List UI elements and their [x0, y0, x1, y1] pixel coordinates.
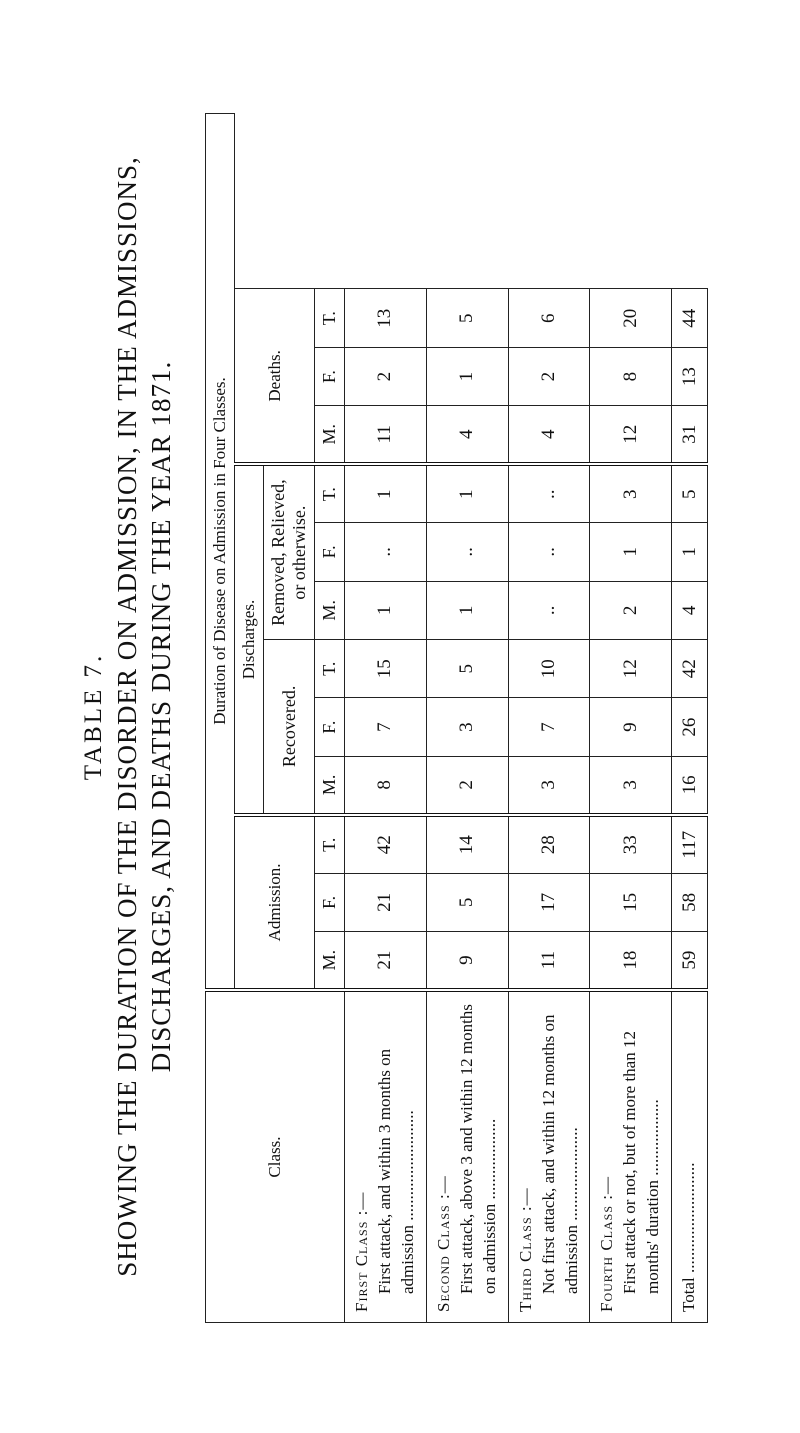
admission-f: 17: [508, 873, 590, 931]
table-label: TABLE 7.: [80, 652, 107, 781]
recovered-f: 7: [345, 698, 427, 756]
class-name: Second Class :—: [433, 1175, 453, 1312]
removed-m-header: M.: [315, 581, 345, 639]
recovered-m: 2: [426, 756, 508, 814]
class-cell: [426, 990, 508, 1322]
admission-m: 21: [345, 932, 427, 990]
removed-t: 1: [426, 464, 508, 522]
admission-t: 14: [426, 815, 508, 873]
deaths-t-header: T.: [315, 289, 345, 347]
table-title-line-1: SHOWING THE DURATION OF THE DISORDER ON ADMISSION, IN THE ADMISSIONS,: [112, 156, 142, 1277]
removed-m: 2: [590, 581, 672, 639]
removed-f: ..: [345, 523, 427, 581]
total-admission-m: 59: [672, 932, 708, 990]
removed-f: ..: [508, 523, 590, 581]
recovered-f: 3: [426, 698, 508, 756]
deaths-t: 5: [426, 289, 508, 347]
total-deaths-t: 44: [672, 289, 708, 347]
deaths-m: 12: [590, 406, 672, 464]
class-description: First attack, above 3 and within 12 months on admission ...................: [456, 1004, 499, 1294]
deaths-t: 6: [508, 289, 590, 347]
admission-m: 11: [508, 932, 590, 990]
removed-m: 1: [426, 581, 508, 639]
admission-header: Admission.: [235, 815, 315, 990]
deaths-f: 2: [508, 347, 590, 405]
recovered-header: Recovered.: [264, 640, 315, 815]
deaths-f: 1: [426, 347, 508, 405]
deaths-t: 20: [590, 289, 672, 347]
class-name: First Class :—: [352, 1191, 371, 1312]
class-header: Class.: [206, 990, 345, 1322]
total-row: [672, 114, 708, 1323]
deaths-m: 4: [426, 406, 508, 464]
deaths-m: 4: [508, 406, 590, 464]
deaths-m: 11: [345, 406, 427, 464]
recovered-t-header: T.: [315, 640, 345, 698]
admission-t: 33: [590, 815, 672, 873]
class-cell: [508, 990, 590, 1322]
discharges-header: Discharges.: [235, 464, 264, 815]
total-deaths-f: 13: [672, 347, 708, 405]
removed-t: 3: [590, 464, 672, 522]
deaths-f: 2: [345, 347, 427, 405]
class-description: First attack, and within 3 months on admission ..........................: [374, 1048, 417, 1294]
recovered-m: 8: [345, 756, 427, 814]
table-row: [508, 114, 590, 1323]
admission-t: 28: [508, 815, 590, 873]
table-title-line-2: DISCHARGES, AND DEATHS DURING THE YEAR 1871.: [146, 360, 176, 1073]
removed-header: Removed, Relieved, or otherwise.: [264, 464, 315, 639]
class-name: Third Class :—: [515, 1187, 535, 1312]
recovered-f: 9: [590, 698, 672, 756]
admission-m: 18: [590, 932, 672, 990]
recovered-t: 15: [345, 640, 427, 698]
total-deaths-m: 31: [672, 406, 708, 464]
total-removed-t: 5: [672, 464, 708, 522]
removed-m: 1: [345, 581, 427, 639]
deaths-t: 13: [345, 289, 427, 347]
total-recovered-f: 26: [672, 698, 708, 756]
class-cell: [345, 990, 427, 1322]
recovered-m: 3: [508, 756, 590, 814]
recovered-t: 5: [426, 640, 508, 698]
table-row: [590, 114, 672, 1323]
recovered-f: 7: [508, 698, 590, 756]
total-removed-f: 1: [672, 523, 708, 581]
admission-t-header: T.: [315, 815, 345, 873]
total-admission-f: 58: [672, 873, 708, 931]
admission-f-header: F.: [315, 873, 345, 931]
total-admission-t: 117: [672, 815, 708, 873]
removed-f: ..: [426, 523, 508, 581]
duration-header: Duration of Disease on Admission in Four Classes.: [206, 114, 235, 991]
recovered-t: 12: [590, 640, 672, 698]
class-name: Fourth Class :—: [597, 1176, 617, 1312]
admission-m: 9: [426, 932, 508, 990]
table-row: [345, 114, 427, 1323]
recovered-t: 10: [508, 640, 590, 698]
total-removed-m: 4: [672, 581, 708, 639]
admission-f: 5: [426, 873, 508, 931]
total-recovered-t: 42: [672, 640, 708, 698]
deaths-header: Deaths.: [235, 289, 315, 464]
removed-f-header: F.: [315, 523, 345, 581]
duration-table: [205, 113, 708, 1323]
removed-t: 1: [345, 464, 427, 522]
admission-m-header: M.: [315, 932, 345, 990]
total-recovered-m: 16: [672, 756, 708, 814]
removed-t-header: T.: [315, 464, 345, 522]
table-row: [426, 114, 508, 1323]
deaths-f-header: F.: [315, 347, 345, 405]
removed-m: ..: [508, 581, 590, 639]
admission-f: 21: [345, 873, 427, 931]
removed-t: ..: [508, 464, 590, 522]
admission-f: 15: [590, 873, 672, 931]
deaths-f: 8: [590, 347, 672, 405]
class-description: Not first attack, and within 12 months on admission ......................: [538, 1014, 581, 1294]
deaths-m-header: M.: [315, 406, 345, 464]
class-description: First attack or not, but of more than 12 months' duration ..................: [620, 1031, 663, 1294]
recovered-m: 3: [590, 756, 672, 814]
removed-f: 1: [590, 523, 672, 581]
recovered-f-header: F.: [315, 698, 345, 756]
total-label: Total ..........................: [672, 990, 708, 1322]
class-cell: [590, 990, 672, 1322]
admission-t: 42: [345, 815, 427, 873]
recovered-m-header: M.: [315, 756, 345, 814]
